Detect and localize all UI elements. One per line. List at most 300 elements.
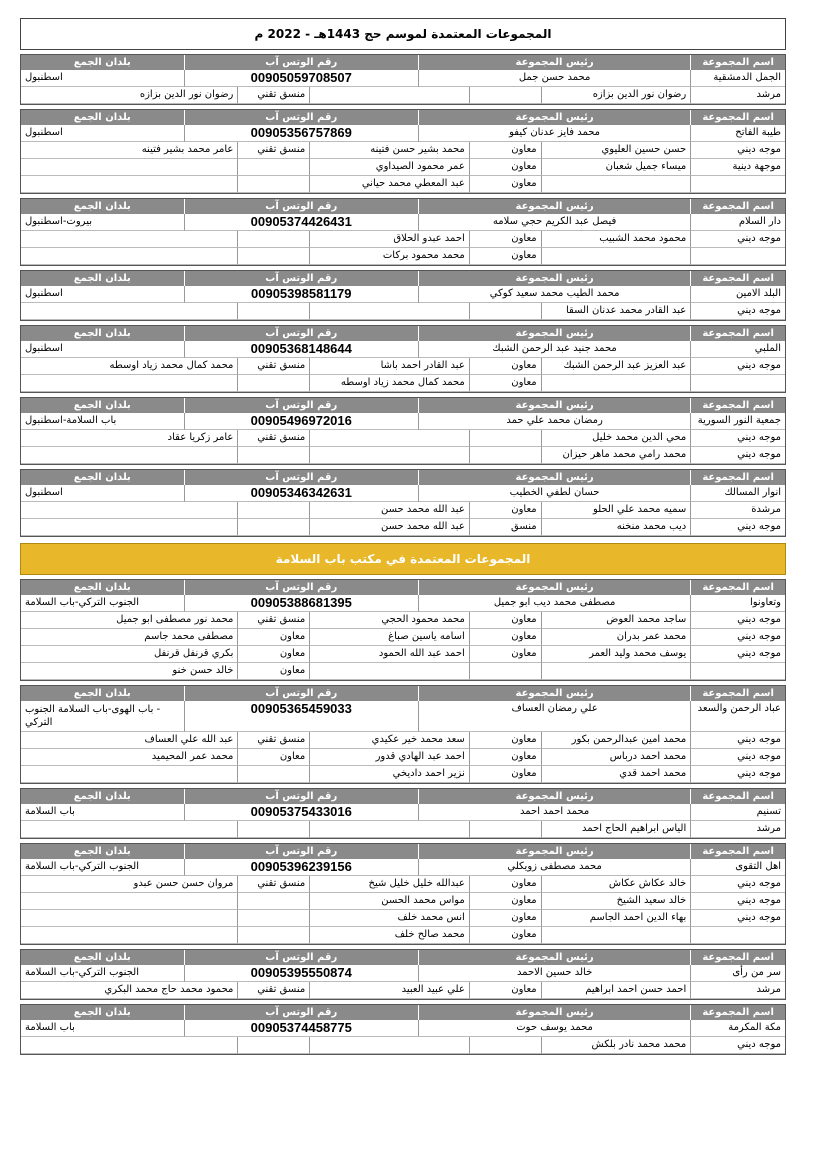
extra-role: منسق تقني bbox=[237, 358, 309, 375]
header-group-head: رئيس المجموعة bbox=[418, 55, 690, 70]
assistant-role: معاون bbox=[469, 732, 541, 749]
header-whatsapp: رقم الوتس آب bbox=[184, 470, 418, 485]
header-group-head: رئيس المجموعة bbox=[418, 686, 690, 701]
staff-name: محمد رامي محمد ماهر حيزان bbox=[541, 447, 691, 464]
group-head: محمد مصطفى زويكلي bbox=[418, 859, 690, 876]
whatsapp-number: 00905375433016 bbox=[184, 804, 418, 821]
group-cities: الجنوب التركي-باب السلامة bbox=[21, 965, 184, 982]
group-head: خالد حسين الاحمد bbox=[418, 965, 690, 982]
assistant-name: سعد محمد خير عكيدي bbox=[309, 732, 469, 749]
header-group-head: رئيس المجموعة bbox=[418, 580, 690, 595]
extra-name bbox=[21, 176, 237, 193]
header-group-name: اسم المجموعة bbox=[690, 844, 785, 859]
staff-role: موجه ديني bbox=[690, 893, 785, 910]
whatsapp-number: 00905496972016 bbox=[184, 413, 418, 430]
staff-role bbox=[690, 375, 785, 392]
header-group-head: رئيس المجموعة bbox=[418, 950, 690, 965]
staff-name: خالد عكاش عكاش bbox=[541, 876, 691, 893]
group-name: جمعية النور السورية bbox=[690, 413, 785, 430]
extra-role: منسق تقني bbox=[237, 87, 309, 104]
staff-name: الياس ابراهيم الحاج احمد bbox=[541, 821, 691, 838]
extra-role bbox=[237, 176, 309, 193]
group-name: انوار المسالك bbox=[690, 485, 785, 502]
assistant-name: محمد محمود بركات bbox=[309, 248, 469, 265]
assistant-name: محمد بشير حسن فتينه bbox=[309, 142, 469, 159]
extra-role bbox=[237, 927, 309, 944]
group-block bbox=[20, 843, 786, 945]
extra-name bbox=[21, 231, 237, 248]
assistant-name: محمد كمال محمد زياد اوسطه bbox=[309, 375, 469, 392]
staff-role: مرشد bbox=[690, 982, 785, 999]
extra-role: معاون bbox=[237, 663, 309, 680]
group-head: فيصل عبد الكريم حجي سلامه bbox=[418, 214, 690, 231]
whatsapp-number: 00905059708507 bbox=[184, 70, 418, 87]
staff-role: موجه ديني bbox=[690, 876, 785, 893]
staff-name: سميه محمد علي الحلو bbox=[541, 502, 691, 519]
header-whatsapp: رقم الوتس آب bbox=[184, 326, 418, 341]
staff-name: عبد العزيز عبد الرحمن الشبك bbox=[541, 358, 691, 375]
group-header-row bbox=[21, 110, 785, 125]
extra-role: منسق تقني bbox=[237, 732, 309, 749]
group-block bbox=[20, 1004, 786, 1055]
staff-name: محمود محمد الشبيب bbox=[541, 231, 691, 248]
group-cities: باب السلامة bbox=[21, 1020, 184, 1037]
staff-role: موجه ديني bbox=[690, 629, 785, 646]
staff-role: موجه ديني bbox=[690, 447, 785, 464]
header-whatsapp: رقم الوتس آب bbox=[184, 950, 418, 965]
extra-role bbox=[237, 375, 309, 392]
assistant-role: معاون bbox=[469, 927, 541, 944]
group-block bbox=[20, 579, 786, 681]
whatsapp-number: 00905346342631 bbox=[184, 485, 418, 502]
staff-name: محمد احمد قدي bbox=[541, 766, 691, 783]
staff-row bbox=[21, 303, 785, 320]
group-header-row bbox=[21, 789, 785, 804]
group-block bbox=[20, 54, 786, 105]
group-head: محمد حسن جمل bbox=[418, 70, 690, 87]
staff-role: مرشدة bbox=[690, 502, 785, 519]
assistant-name bbox=[309, 87, 469, 104]
extra-role bbox=[237, 447, 309, 464]
header-group-name: اسم المجموعة bbox=[690, 686, 785, 701]
assistant-role bbox=[469, 303, 541, 320]
header-cities: بلدان الجمع bbox=[73, 400, 131, 411]
header-group-head: رئيس المجموعة bbox=[418, 271, 690, 286]
group-head: محمد فايز عدنان كيفو bbox=[418, 125, 690, 142]
whatsapp-number: 00905388681395 bbox=[184, 595, 418, 612]
group-main-row bbox=[21, 965, 785, 982]
group-cities: باب السلامة-اسطنبول bbox=[21, 413, 184, 430]
staff-row bbox=[21, 430, 785, 447]
staff-row bbox=[21, 248, 785, 265]
whatsapp-number: 00905368148644 bbox=[184, 341, 418, 358]
assistant-role: معاون bbox=[469, 749, 541, 766]
group-head: محمد يوسف حوت bbox=[418, 1020, 690, 1037]
group-name: الملبي bbox=[690, 341, 785, 358]
extra-role bbox=[237, 821, 309, 838]
assistant-name: عبد الله محمد حسن bbox=[309, 519, 469, 536]
staff-name: حسن حسين العليوي bbox=[541, 142, 691, 159]
group-head: رمضان محمد علي حمد bbox=[418, 413, 690, 430]
staff-row bbox=[21, 766, 785, 783]
group-name: مكة المكرمة bbox=[690, 1020, 785, 1037]
staff-row bbox=[21, 893, 785, 910]
whatsapp-number: 00905395550874 bbox=[184, 965, 418, 982]
extra-name: خالد حسن خنو bbox=[21, 663, 237, 680]
extra-role bbox=[237, 910, 309, 927]
staff-row bbox=[21, 612, 785, 629]
extra-name: محمود محمد حاج محمد البكري bbox=[21, 982, 237, 999]
assistant-role bbox=[469, 821, 541, 838]
header-cities: بلدان الجمع bbox=[73, 273, 131, 284]
assistant-name bbox=[309, 430, 469, 447]
assistant-role: معاون bbox=[469, 612, 541, 629]
group-main-row bbox=[21, 413, 785, 430]
assistant-role bbox=[469, 1037, 541, 1054]
assistant-role: معاون bbox=[469, 375, 541, 392]
extra-name: رضوان نور الدين بزازه bbox=[21, 87, 237, 104]
extra-name: محمد كمال محمد زياد اوسطه bbox=[21, 358, 237, 375]
assistant-role: معاون bbox=[469, 159, 541, 176]
staff-name bbox=[541, 375, 691, 392]
whatsapp-number: 00905374458775 bbox=[184, 1020, 418, 1037]
group-head: علي رمضان العساف bbox=[418, 701, 690, 732]
whatsapp-number: 00905374426431 bbox=[184, 214, 418, 231]
staff-row bbox=[21, 732, 785, 749]
group-block bbox=[20, 949, 786, 1000]
header-cities: بلدان الجمع bbox=[73, 846, 131, 857]
header-group-name: اسم المجموعة bbox=[690, 398, 785, 413]
header-group-name: اسم المجموعة bbox=[690, 271, 785, 286]
extra-role: معاون bbox=[237, 749, 309, 766]
header-whatsapp: رقم الوتس آب bbox=[184, 110, 418, 125]
staff-row bbox=[21, 646, 785, 663]
header-whatsapp: رقم الوتس آب bbox=[184, 271, 418, 286]
staff-role bbox=[690, 176, 785, 193]
group-name: سر من رأى bbox=[690, 965, 785, 982]
whatsapp-number: 00905398581179 bbox=[184, 286, 418, 303]
extra-role: منسق تقني bbox=[237, 982, 309, 999]
staff-role: موجه ديني bbox=[690, 231, 785, 248]
staff-role: موجه ديني bbox=[690, 910, 785, 927]
header-whatsapp: رقم الوتس آب bbox=[184, 55, 418, 70]
assistant-role bbox=[469, 430, 541, 447]
extra-name bbox=[21, 519, 237, 536]
staff-name bbox=[541, 663, 691, 680]
header-cities: بلدان الجمع bbox=[73, 201, 131, 212]
assistant-name: عبد المعطي محمد حياني bbox=[309, 176, 469, 193]
header-group-name: اسم المجموعة bbox=[690, 326, 785, 341]
assistant-role: معاون bbox=[469, 176, 541, 193]
group-cities: اسطنبول bbox=[21, 341, 184, 358]
group-header-row bbox=[21, 580, 785, 595]
staff-row bbox=[21, 519, 785, 536]
assistant-name bbox=[309, 821, 469, 838]
assistant-role bbox=[469, 663, 541, 680]
header-group-head: رئيس المجموعة bbox=[418, 110, 690, 125]
staff-role bbox=[690, 927, 785, 944]
group-main-row bbox=[21, 286, 785, 303]
staff-name: بهاء الدين احمد الجاسم bbox=[541, 910, 691, 927]
staff-row bbox=[21, 358, 785, 375]
assistant-name bbox=[309, 447, 469, 464]
header-whatsapp: رقم الوتس آب bbox=[184, 1005, 418, 1020]
group-cities: اسطنبول bbox=[21, 70, 184, 87]
group-main-row bbox=[21, 804, 785, 821]
staff-role: موجه ديني bbox=[690, 732, 785, 749]
staff-name: ديب محمد منخنه bbox=[541, 519, 691, 536]
extra-role bbox=[237, 1037, 309, 1054]
staff-row bbox=[21, 447, 785, 464]
group-head: محمد جنيد عبد الرحمن الشبك bbox=[418, 341, 690, 358]
header-group-name: اسم المجموعة bbox=[690, 580, 785, 595]
document-title: المجموعات المعتمدة لموسم حج 1443هـ - 2022 م bbox=[20, 18, 786, 50]
staff-name: ميساء جميل شعبان bbox=[541, 159, 691, 176]
staff-role: موجه ديني bbox=[690, 303, 785, 320]
staff-role bbox=[690, 663, 785, 680]
extra-name: عبد الله علي العساف bbox=[21, 732, 237, 749]
assistant-name: احمد عبدو الحلاق bbox=[309, 231, 469, 248]
group-cities: - باب الهوى-باب السلامة الجنوب التركي bbox=[21, 701, 184, 732]
extra-role bbox=[237, 248, 309, 265]
staff-row bbox=[21, 663, 785, 680]
assistant-role: معاون bbox=[469, 502, 541, 519]
group-main-row bbox=[21, 70, 785, 87]
header-group-head: رئيس المجموعة bbox=[418, 789, 690, 804]
extra-role: منسق تقني bbox=[237, 430, 309, 447]
group-head: محمد احمد احمد bbox=[418, 804, 690, 821]
staff-role: مرشد bbox=[690, 87, 785, 104]
group-name: البلد الامين bbox=[690, 286, 785, 303]
header-cities: بلدان الجمع bbox=[73, 57, 131, 68]
staff-name bbox=[541, 248, 691, 265]
assistant-name: مواس محمد الحسن bbox=[309, 893, 469, 910]
group-header-row bbox=[21, 326, 785, 341]
staff-name: محمد احمد درباس bbox=[541, 749, 691, 766]
header-group-head: رئيس المجموعة bbox=[418, 398, 690, 413]
header-cities: بلدان الجمع bbox=[73, 472, 131, 483]
header-whatsapp: رقم الوتس آب bbox=[184, 844, 418, 859]
extra-name bbox=[21, 910, 237, 927]
assistant-role: معاون bbox=[469, 876, 541, 893]
staff-row bbox=[21, 910, 785, 927]
header-group-name: اسم المجموعة bbox=[690, 199, 785, 214]
extra-name bbox=[21, 502, 237, 519]
header-cities: بلدان الجمع bbox=[73, 582, 131, 593]
staff-role: موجهة دينية bbox=[690, 159, 785, 176]
group-cities: اسطنبول bbox=[21, 485, 184, 502]
staff-name: محي الدين محمد خليل bbox=[541, 430, 691, 447]
staff-row bbox=[21, 1037, 785, 1054]
header-group-name: اسم المجموعة bbox=[690, 110, 785, 125]
assistant-name: عبدالله خليل خليل شيخ bbox=[309, 876, 469, 893]
office-groups-list bbox=[20, 579, 786, 1055]
extra-role bbox=[237, 766, 309, 783]
header-cities: بلدان الجمع bbox=[73, 688, 131, 699]
extra-name: مصطفى محمد جاسم bbox=[21, 629, 237, 646]
extra-name bbox=[21, 1037, 237, 1054]
assistant-role: معاون bbox=[469, 629, 541, 646]
group-header-row bbox=[21, 55, 785, 70]
header-group-head: رئيس المجموعة bbox=[418, 470, 690, 485]
staff-role: موجه ديني bbox=[690, 358, 785, 375]
assistant-role: معاون bbox=[469, 358, 541, 375]
group-cities: اسطنبول bbox=[21, 286, 184, 303]
staff-role: موجه ديني bbox=[690, 1037, 785, 1054]
extra-name bbox=[21, 821, 237, 838]
staff-name: احمد حسن احمد ابراهيم bbox=[541, 982, 691, 999]
header-cities: بلدان الجمع bbox=[73, 1007, 131, 1018]
extra-name: محمد نور مصطفى ابو جميل bbox=[21, 612, 237, 629]
extra-name bbox=[21, 159, 237, 176]
group-name: عباد الرحمن والسعد bbox=[690, 701, 785, 732]
staff-row bbox=[21, 876, 785, 893]
assistant-role: معاون bbox=[469, 893, 541, 910]
group-name: الجمل الدمشقية bbox=[690, 70, 785, 87]
staff-row bbox=[21, 159, 785, 176]
extra-role: معاون bbox=[237, 646, 309, 663]
group-block bbox=[20, 685, 786, 784]
assistant-name: محمد صالح خلف bbox=[309, 927, 469, 944]
group-header-row bbox=[21, 950, 785, 965]
group-header-row bbox=[21, 199, 785, 214]
staff-role: موجه ديني bbox=[690, 519, 785, 536]
assistant-role: معاون bbox=[469, 231, 541, 248]
staff-row bbox=[21, 821, 785, 838]
staff-row bbox=[21, 502, 785, 519]
group-cities: باب السلامة bbox=[21, 804, 184, 821]
group-name: اهل التقوى bbox=[690, 859, 785, 876]
group-name: طيبة الفاتح bbox=[690, 125, 785, 142]
staff-role: موجه ديني bbox=[690, 766, 785, 783]
group-header-row bbox=[21, 398, 785, 413]
header-whatsapp: رقم الوتس آب bbox=[184, 580, 418, 595]
staff-name: رضوان نور الدين بزازه bbox=[541, 87, 691, 104]
header-group-name: اسم المجموعة bbox=[690, 470, 785, 485]
whatsapp-number: 00905365459033 bbox=[184, 701, 418, 732]
extra-name bbox=[21, 447, 237, 464]
staff-row bbox=[21, 142, 785, 159]
extra-name bbox=[21, 248, 237, 265]
staff-role: موجه ديني bbox=[690, 749, 785, 766]
assistant-name bbox=[309, 303, 469, 320]
group-cities: اسطنبول bbox=[21, 125, 184, 142]
assistant-name: محمد محمود الحجي bbox=[309, 612, 469, 629]
group-header-row bbox=[21, 271, 785, 286]
extra-name bbox=[21, 893, 237, 910]
extra-name bbox=[21, 303, 237, 320]
staff-name: ساجد محمد العوض bbox=[541, 612, 691, 629]
group-block bbox=[20, 788, 786, 839]
header-whatsapp: رقم الوتس آب bbox=[184, 789, 418, 804]
staff-role bbox=[690, 248, 785, 265]
header-group-head: رئيس المجموعة bbox=[418, 1005, 690, 1020]
group-main-row bbox=[21, 485, 785, 502]
extra-name: مروان حسن حسن عبدو bbox=[21, 876, 237, 893]
staff-role: موجه ديني bbox=[690, 142, 785, 159]
header-group-head: رئيس المجموعة bbox=[418, 326, 690, 341]
group-header-row bbox=[21, 1005, 785, 1020]
header-whatsapp: رقم الوتس آب bbox=[184, 686, 418, 701]
staff-role: موجه ديني bbox=[690, 646, 785, 663]
office-banner: المجموعات المعتمدة في مكتب باب السلامة bbox=[20, 543, 786, 575]
assistant-name: عبد الله محمد حسن bbox=[309, 502, 469, 519]
header-cities: بلدان الجمع bbox=[73, 952, 131, 963]
group-header-row bbox=[21, 844, 785, 859]
header-cities: بلدان الجمع bbox=[73, 328, 131, 339]
group-header-row bbox=[21, 686, 785, 701]
assistant-name: احمد عبد الله الحمود bbox=[309, 646, 469, 663]
staff-name: محمد امين عبدالرحمن بكور bbox=[541, 732, 691, 749]
assistant-name bbox=[309, 1037, 469, 1054]
staff-role: موجه ديني bbox=[690, 430, 785, 447]
extra-role: منسق تقني bbox=[237, 612, 309, 629]
staff-row bbox=[21, 927, 785, 944]
extra-role bbox=[237, 303, 309, 320]
group-cities: بيروت-اسطنبول bbox=[21, 214, 184, 231]
assistant-role: معاون bbox=[469, 248, 541, 265]
staff-row bbox=[21, 176, 785, 193]
group-block bbox=[20, 109, 786, 194]
assistant-name: عبد القادر احمد باشا bbox=[309, 358, 469, 375]
assistant-name: احمد عبد الهادي قدور bbox=[309, 749, 469, 766]
extra-name bbox=[21, 927, 237, 944]
group-name: وتعاونوا bbox=[690, 595, 785, 612]
extra-name: محمد عمر المحيميد bbox=[21, 749, 237, 766]
whatsapp-number: 00905356757869 bbox=[184, 125, 418, 142]
staff-row bbox=[21, 231, 785, 248]
staff-name: خالد سعيد الشيخ bbox=[541, 893, 691, 910]
staff-name: محمد عمر بدران bbox=[541, 629, 691, 646]
extra-name bbox=[21, 766, 237, 783]
header-whatsapp: رقم الوتس آب bbox=[184, 199, 418, 214]
header-group-name: اسم المجموعة bbox=[690, 950, 785, 965]
header-group-name: اسم المجموعة bbox=[690, 789, 785, 804]
group-block bbox=[20, 325, 786, 393]
group-block bbox=[20, 198, 786, 266]
extra-role bbox=[237, 502, 309, 519]
assistant-role bbox=[469, 87, 541, 104]
staff-row bbox=[21, 375, 785, 392]
assistant-role: معاون bbox=[469, 910, 541, 927]
group-main-row bbox=[21, 859, 785, 876]
group-block bbox=[20, 469, 786, 537]
staff-name: عبد القادر محمد عدنان السقا bbox=[541, 303, 691, 320]
group-head: حسان لطفي الخطيب bbox=[418, 485, 690, 502]
extra-role bbox=[237, 231, 309, 248]
assistant-role: منسق bbox=[469, 519, 541, 536]
assistant-role: معاون bbox=[469, 766, 541, 783]
group-name: تسنيم bbox=[690, 804, 785, 821]
group-main-row bbox=[21, 341, 785, 358]
group-block bbox=[20, 397, 786, 465]
group-main-row bbox=[21, 1020, 785, 1037]
header-group-head: رئيس المجموعة bbox=[418, 199, 690, 214]
document-sheet bbox=[20, 18, 786, 1055]
staff-role: مرشد bbox=[690, 821, 785, 838]
assistant-name: انس محمد خلف bbox=[309, 910, 469, 927]
header-whatsapp: رقم الوتس آب bbox=[184, 398, 418, 413]
assistant-name: عمر محمود الصيداوي bbox=[309, 159, 469, 176]
group-header-row bbox=[21, 470, 785, 485]
group-main-row bbox=[21, 125, 785, 142]
staff-name bbox=[541, 927, 691, 944]
group-main-row bbox=[21, 595, 785, 612]
assistant-role: معاون bbox=[469, 646, 541, 663]
staff-row bbox=[21, 749, 785, 766]
assistant-name: اسامه ياسين صباغ bbox=[309, 629, 469, 646]
header-cities: بلدان الجمع bbox=[73, 112, 131, 123]
